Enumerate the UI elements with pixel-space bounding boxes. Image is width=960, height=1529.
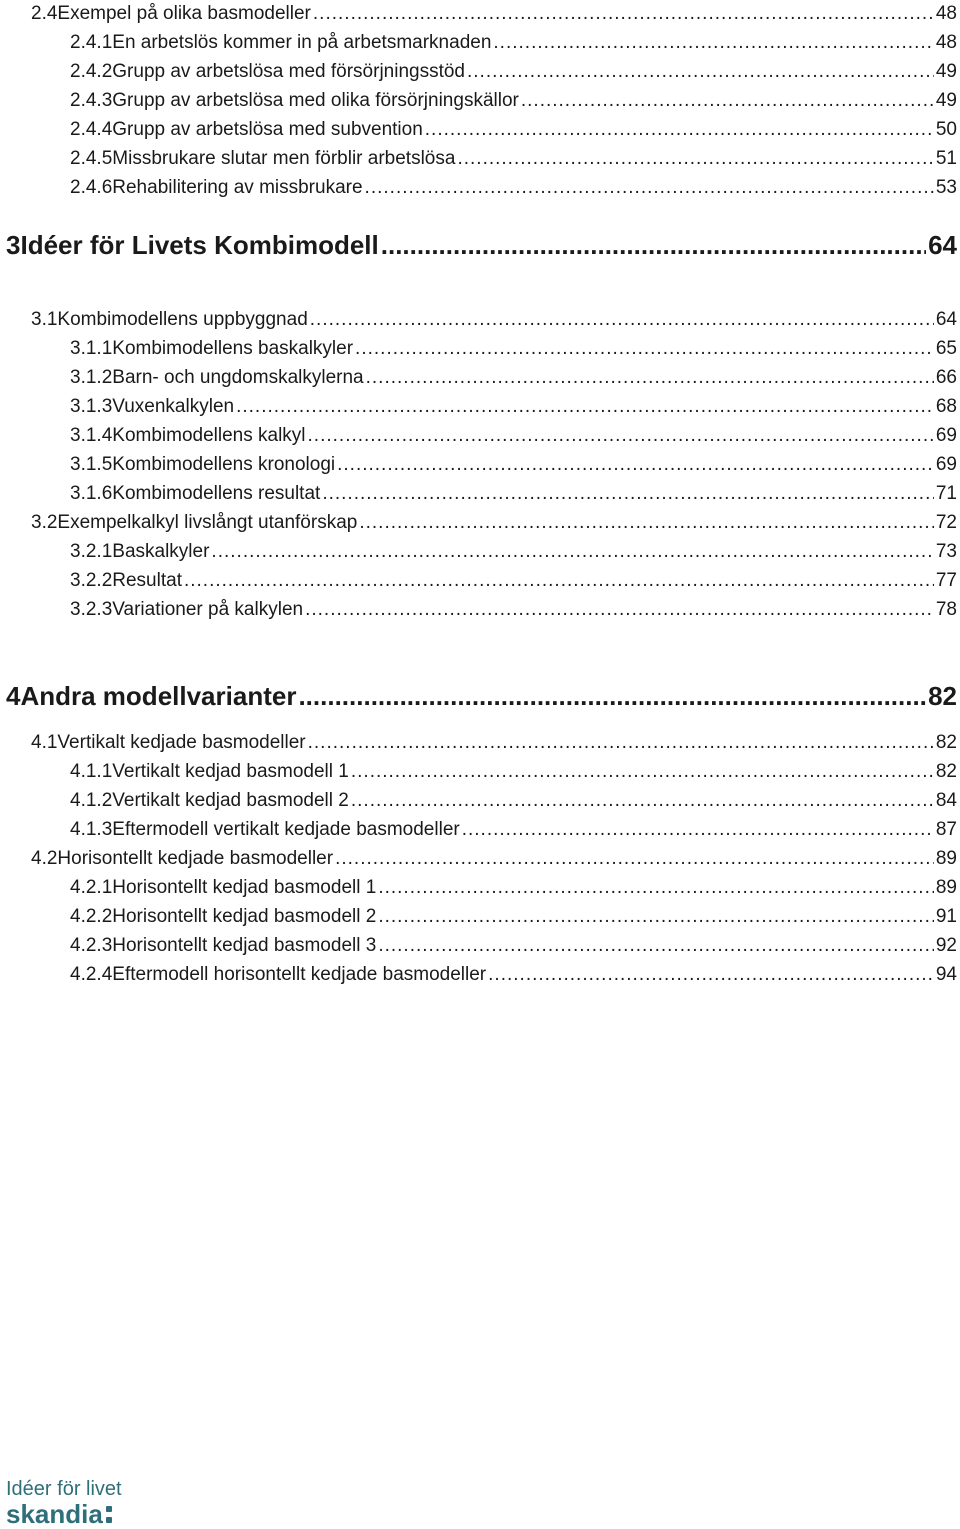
logo-brand (6, 1500, 122, 1528)
toc-page: 78 (935, 599, 957, 620)
toc-leader (308, 731, 934, 755)
toc-number: 3.1.2 (70, 367, 113, 388)
toc-entry[interactable] (0, 482, 957, 506)
toc-page: 48 (935, 32, 957, 53)
toc-number: 2.4.5 (70, 148, 113, 169)
toc-page: 69 (935, 425, 957, 446)
toc-entry[interactable] (0, 760, 957, 784)
toc-page: 77 (935, 570, 957, 591)
toc-title: Grupp av arbetslösa med olika försörjningskällor (112, 90, 519, 111)
toc-title: Idéer för Livets Kombimodell (20, 230, 379, 260)
toc-title: Kombimodellens baskalkyler (112, 338, 354, 359)
toc-title: Exempelkalkyl livslångt utanförskap (57, 512, 358, 533)
toc-page: 64 (928, 230, 957, 260)
toc-title: Kombimodellens kalkyl (112, 425, 306, 446)
toc-entry[interactable] (0, 818, 957, 842)
toc-page: 92 (935, 935, 957, 956)
toc-number: 4.1.1 (70, 761, 113, 782)
toc-title: Exempel på olika basmodeller (57, 3, 311, 24)
toc-leader (425, 118, 934, 142)
toc-entry[interactable] (0, 453, 957, 477)
toc-leader (467, 60, 934, 84)
toc-leader (310, 308, 934, 332)
toc-number: 3.2.2 (70, 570, 113, 591)
toc-entry[interactable] (0, 511, 957, 535)
toc-title: Horisontellt kedjad basmodell 1 (112, 877, 377, 898)
toc-title: Vuxenkalkylen (112, 396, 235, 417)
toc-title: Kombimodellens resultat (112, 483, 321, 504)
toc-entry[interactable] (0, 963, 957, 987)
toc-page: 53 (935, 177, 957, 198)
toc-page: 73 (935, 541, 957, 562)
toc-number: 4.2.2 (70, 906, 113, 927)
toc-number: 4.1.3 (70, 819, 113, 840)
toc-leader (521, 89, 934, 113)
toc-title: Vertikalt kedjad basmodell 1 (112, 761, 349, 782)
toc-leader (211, 540, 933, 564)
toc-page: 50 (935, 119, 957, 140)
toc-title: Missbrukare slutar men förblir arbetslösa (112, 148, 456, 169)
toc-entry[interactable] (0, 337, 957, 361)
toc-page: 48 (935, 3, 957, 24)
toc-number: 3.1.5 (70, 454, 113, 475)
toc-leader (378, 905, 934, 929)
toc-page: 68 (935, 396, 957, 417)
toc-number: 4.1.2 (70, 790, 113, 811)
toc-number: 3.1.6 (70, 483, 113, 504)
toc-leader (381, 229, 926, 261)
toc-leader (236, 395, 934, 419)
toc-number: 3.2.3 (70, 599, 113, 620)
toc-entry[interactable] (0, 905, 957, 929)
toc-leader (351, 760, 934, 784)
toc-leader (337, 453, 934, 477)
toc-leader (493, 31, 933, 55)
toc-leader (351, 789, 934, 813)
toc-page: 65 (935, 338, 957, 359)
toc-title: En arbetslös kommer in på arbetsmarknaden (112, 32, 492, 53)
toc-title: Eftermodell horisontellt kedjade basmodeller (112, 964, 487, 985)
toc-page: 82 (935, 732, 957, 753)
toc-title: Grupp av arbetslösa med försörjningsstöd (112, 61, 465, 82)
toc-number: 2.4.3 (70, 90, 113, 111)
toc-number: 3.1.4 (70, 425, 113, 446)
toc-number: 3.2.1 (70, 541, 113, 562)
toc-number: 2.4.1 (70, 32, 113, 53)
toc-page: 91 (935, 906, 957, 927)
toc-page: 82 (928, 681, 957, 711)
logo-brand-name: skandia (6, 1499, 103, 1529)
toc-title: Rehabilitering av missbrukare (112, 177, 363, 198)
toc-leader (305, 598, 934, 622)
toc-entry[interactable] (0, 847, 957, 871)
toc-page: 49 (935, 90, 957, 111)
toc-title: Eftermodell vertikalt kedjade basmodeller (112, 819, 460, 840)
toc-page: 66 (935, 367, 957, 388)
toc-page: 87 (935, 819, 957, 840)
logo-tagline: Idéer för livet (6, 1478, 122, 1500)
toc-entry[interactable] (0, 731, 957, 755)
toc-number: 2.4.2 (70, 61, 113, 82)
toc-entry[interactable] (0, 176, 957, 200)
toc-entry[interactable] (0, 789, 957, 813)
toc-page: 71 (935, 483, 957, 504)
toc-page: 69 (935, 454, 957, 475)
toc-title: Horisontellt kedjad basmodell 2 (112, 906, 377, 927)
toc-page: 94 (935, 964, 957, 985)
toc-entry[interactable] (0, 31, 957, 55)
toc-page: 84 (935, 790, 957, 811)
toc-entry[interactable] (0, 60, 957, 84)
toc-page: 72 (935, 512, 957, 533)
toc-leader (378, 934, 934, 958)
toc-title: Kombimodellens uppbyggnad (57, 309, 308, 330)
toc-title: Vertikalt kedjade basmodeller (57, 732, 306, 753)
toc-number: 2.4.6 (70, 177, 113, 198)
toc-entry[interactable] (0, 934, 957, 958)
toc-leader (322, 482, 934, 506)
toc-entry[interactable] (0, 366, 957, 390)
toc-leader (378, 876, 934, 900)
toc-number: 4.2.4 (70, 964, 113, 985)
toc-chapter-entry[interactable] (0, 680, 957, 712)
toc-entry[interactable] (0, 424, 957, 448)
toc-page: 89 (935, 848, 957, 869)
toc-page: 51 (935, 148, 957, 169)
toc-number: 4.2.1 (70, 877, 113, 898)
toc-title: Kombimodellens kronologi (112, 454, 336, 475)
toc-number: 2.4 (31, 3, 58, 24)
toc-entry[interactable] (0, 118, 957, 142)
toc-leader (366, 366, 934, 390)
toc-title: Horisontellt kedjade basmodeller (57, 848, 334, 869)
toc-page: 64 (935, 309, 957, 330)
toc-title: Vertikalt kedjad basmodell 2 (112, 790, 349, 811)
toc-chapter-entry[interactable] (0, 229, 957, 261)
toc-leader (359, 511, 934, 535)
toc-leader (335, 847, 934, 871)
toc-number: 3 (6, 230, 21, 260)
toc-number: 3.1 (31, 309, 58, 330)
toc-number: 4 (6, 681, 21, 711)
toc-entry[interactable] (0, 147, 957, 171)
toc-leader (308, 424, 934, 448)
toc-entry[interactable] (0, 569, 957, 593)
toc-leader (298, 680, 926, 712)
toc-page: 49 (935, 61, 957, 82)
toc-leader (355, 337, 934, 361)
toc-number: 4.2 (31, 848, 58, 869)
toc-leader (313, 2, 934, 26)
toc-entry[interactable] (0, 876, 957, 900)
toc-leader (365, 176, 934, 200)
toc-entry[interactable] (0, 308, 957, 332)
toc-leader (462, 818, 934, 842)
toc-number: 3.2 (31, 512, 58, 533)
toc-entry[interactable] (0, 395, 957, 419)
toc-title: Horisontellt kedjad basmodell 3 (112, 935, 377, 956)
toc-title: Grupp av arbetslösa med subvention (112, 119, 423, 140)
toc-page: 89 (935, 877, 957, 898)
logo-colon-icon (106, 1506, 112, 1523)
toc-number: 4.1 (31, 732, 58, 753)
toc-leader (457, 147, 933, 171)
toc-entry[interactable] (0, 598, 957, 622)
toc-title: Variationer på kalkylen (112, 599, 304, 620)
toc-entry[interactable] (0, 2, 957, 26)
toc-entry[interactable] (0, 89, 957, 113)
toc-number: 3.1.1 (70, 338, 113, 359)
toc-leader (488, 963, 934, 987)
toc-title: Resultat (112, 570, 182, 591)
toc-title: Barn- och ungdomskalkylerna (112, 367, 364, 388)
toc-page: 82 (935, 761, 957, 782)
toc-title: Baskalkyler (112, 541, 210, 562)
skandia-logo (6, 1478, 122, 1528)
toc-number: 3.1.3 (70, 396, 113, 417)
toc-number: 4.2.3 (70, 935, 113, 956)
toc-number: 2.4.4 (70, 119, 113, 140)
toc-title: Andra modellvarianter (20, 681, 297, 711)
toc-entry[interactable] (0, 540, 957, 564)
toc-leader (184, 569, 934, 593)
